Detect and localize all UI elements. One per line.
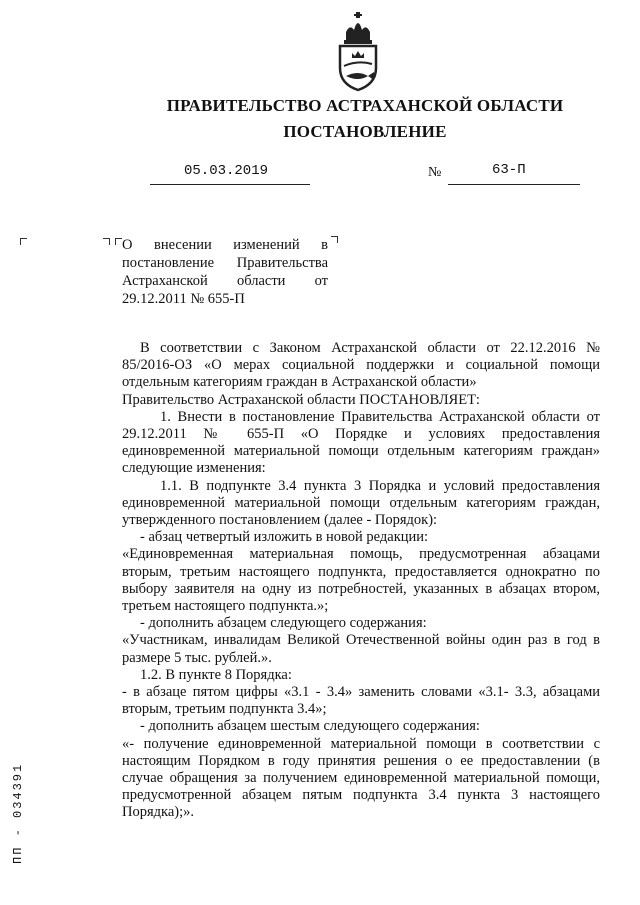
paragraph: - дополнить абзацем следующего содержания: bbox=[140, 615, 427, 632]
document-body bbox=[122, 340, 600, 822]
corner-mark-subject-left bbox=[103, 238, 110, 245]
serial-stamp bbox=[0, 762, 89, 864]
document-type-title: ПОСТАНОВЛЕНИЕ bbox=[283, 122, 447, 141]
paragraph: - в абзаце пятом цифры «3.1 - 3.4» заменить словами «3.1- 3.3, абзацами вторым, третьим подпункта 3.4»; bbox=[122, 684, 600, 718]
paragraph: Правительство Астраханской области ПОСТАНОВЛЯЕТ: bbox=[122, 391, 480, 408]
corner-mark-subject-inner bbox=[115, 238, 122, 245]
document-subject: О внесении изменений в постановление Правительства Астраханской области от 29.12.2011 № 655-П bbox=[122, 237, 328, 307]
authority-title: ПРАВИТЕЛЬСТВО АСТРАХАНСКОЙ ОБЛАСТИ bbox=[166, 96, 564, 115]
number-sign: № bbox=[428, 165, 442, 180]
number-line bbox=[448, 160, 580, 185]
paragraph: В соответствии с Законом Астраханской области от 22.12.2016 № 85/2016-ОЗ «О мерах социальной поддержки и социальной помощи отдельным категориям граждан в Астраханской области» bbox=[122, 340, 600, 391]
corner-mark-left bbox=[20, 238, 27, 245]
paragraph: «- получение единовременной материальной помощи в соответствии с настоящим Порядком в году принятия решения о ее предоставлении (в случае обращения за получением единовременной материальной помощи, предусмотренной абзацем пятым подпункта 3.4 пункта 3 настоящего Порядка);». bbox=[122, 735, 600, 821]
paragraph: «Единовременная материальная помощь, предусмотренная абзацами вторым, третьим настоящего подпункта, предоставляется однократно по выбору заявителя на одну из потребностей, указанных в абзацах втором, третьем настоящего подпункта.»; bbox=[122, 546, 600, 615]
serial-number: ПП - 034391 bbox=[11, 762, 25, 864]
corner-mark-subject-right bbox=[331, 236, 338, 243]
paragraph: «Участникам, инвалидам Великой Отечественной войны один раз в год в размере 5 тыс. рублей.». bbox=[122, 632, 600, 666]
paragraph: 1.1. В подпункте 3.4 пункта 3 Порядка и условий предоставления единовременной материальной помощи отдельным категориям граждан, утвержденного постановлением (далее - Порядок): bbox=[122, 477, 600, 529]
paragraph: - абзац четвертый изложить в новой редакции: bbox=[140, 529, 429, 546]
date-line bbox=[150, 160, 310, 185]
paragraph: 1. Внести в постановление Правительства Астраханской области от 29.12.2011 № 655-П «О Порядке и условиях предоставления единовременной материальной помощи отдельным категориям граждан» следующие изменения: bbox=[122, 408, 600, 477]
astrakhan-coat-of-arms-icon bbox=[330, 10, 386, 92]
document-number: 63-П bbox=[492, 162, 526, 178]
document-date: 05.03.2019 bbox=[184, 163, 269, 179]
paragraph: - дополнить абзацем шестым следующего содержания: bbox=[140, 718, 480, 735]
paragraph: 1.2. В пункте 8 Порядка: bbox=[140, 666, 292, 683]
